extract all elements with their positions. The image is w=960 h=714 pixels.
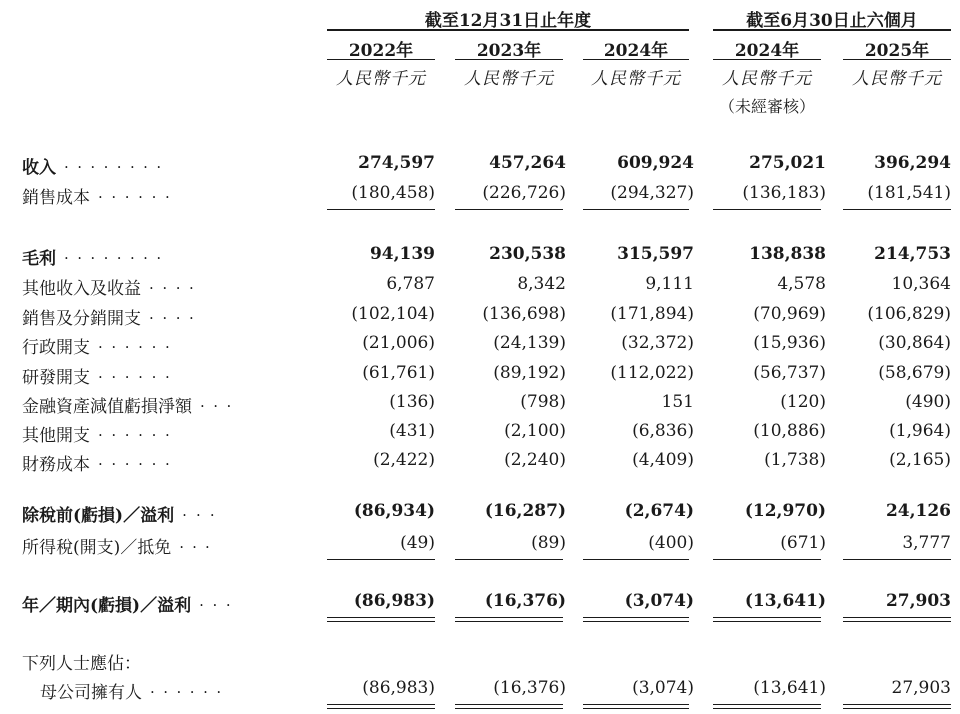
row-label: 除稅前(虧損)／溢利 <box>22 506 175 526</box>
total-underline <box>583 621 689 622</box>
row-value: (32,372) <box>621 333 694 353</box>
total-underline <box>327 617 435 618</box>
total-underline <box>713 617 821 618</box>
row-value: (10,886) <box>753 421 826 441</box>
row-value: 9,111 <box>645 274 694 294</box>
row-label: 下列人士應佔： <box>22 654 141 674</box>
row-label: 收入 <box>22 158 56 178</box>
unit-header-2: 人民幣千元 <box>464 69 554 89</box>
row-label: 母公司擁有人 <box>40 683 142 703</box>
total-underline <box>843 704 951 705</box>
row-value: 27,903 <box>885 591 951 611</box>
row-value: (226,726) <box>482 183 566 203</box>
row-value: 3,777 <box>902 533 951 553</box>
row-value: (106,829) <box>867 304 951 324</box>
row-label: 行政開支 <box>22 338 90 358</box>
total-underline <box>583 704 689 705</box>
row-value: (86,983) <box>353 591 435 611</box>
total-underline <box>455 708 563 709</box>
total-underline <box>583 708 689 709</box>
row-leader-dots: ... <box>182 502 224 520</box>
row-leader-dots: .... <box>149 275 203 293</box>
row-leader-dots: ........ <box>64 154 170 172</box>
row-value: (798) <box>520 392 566 412</box>
row-value: 230,538 <box>489 244 566 264</box>
row-value: (61,761) <box>362 363 435 383</box>
total-underline <box>713 708 821 709</box>
row-value: (15,936) <box>753 333 826 353</box>
row-value: (294,327) <box>610 183 694 203</box>
row-value: (2,422) <box>373 450 435 470</box>
row-label: 其他開支 <box>22 426 90 446</box>
row-value: (180,458) <box>351 183 435 203</box>
row-label: 其他收入及收益 <box>22 279 141 299</box>
row-value: (86,983) <box>362 678 435 698</box>
row-value: (6,836) <box>632 421 694 441</box>
row-value: (30,864) <box>878 333 951 353</box>
total-underline <box>843 617 951 618</box>
header-group-rule-1 <box>327 29 689 31</box>
row-leader-dots: ...... <box>98 184 179 202</box>
row-value: 609,924 <box>617 153 694 173</box>
year-header-2022: 2022年 <box>348 41 414 61</box>
row-value: (181,541) <box>867 183 951 203</box>
total-underline <box>843 621 951 622</box>
row-leader-dots: ...... <box>98 364 179 382</box>
row-value: (2,165) <box>889 450 951 470</box>
total-underline <box>455 704 563 705</box>
row-value: (2,240) <box>504 450 566 470</box>
total-underline <box>455 559 563 560</box>
row-value: (89) <box>531 533 566 553</box>
row-value: 151 <box>661 392 694 412</box>
row-leader-dots: ... <box>200 393 240 411</box>
total-underline <box>713 209 821 210</box>
row-value: (16,376) <box>484 591 566 611</box>
row-value: 315,597 <box>617 244 694 264</box>
row-value: (4,409) <box>632 450 694 470</box>
total-underline <box>327 621 435 622</box>
row-leader-dots: ...... <box>150 679 230 697</box>
total-underline <box>583 209 689 210</box>
row-value: (2,674) <box>624 501 694 521</box>
row-value: 8,342 <box>517 274 566 294</box>
year-rule-3 <box>583 59 689 60</box>
total-underline <box>713 621 821 622</box>
total-underline <box>327 209 435 210</box>
row-value: (21,006) <box>362 333 435 353</box>
header-group-rule-2 <box>713 29 951 31</box>
year-rule-1 <box>327 59 435 60</box>
row-leader-dots: .... <box>149 305 203 323</box>
row-value: 275,021 <box>749 153 826 173</box>
row-value: 214,753 <box>874 244 951 264</box>
row-value: (2,100) <box>504 421 566 441</box>
total-underline <box>455 617 563 618</box>
total-underline <box>583 559 689 560</box>
row-value: (3,074) <box>632 678 694 698</box>
row-label: 所得稅(開支)／抵免 <box>22 538 172 558</box>
row-leader-dots: ...... <box>98 334 179 352</box>
row-value: (13,641) <box>744 591 826 611</box>
row-value: (24,139) <box>493 333 566 353</box>
total-underline <box>713 704 821 705</box>
header-group-six-months: 截至6月30日止六個月 <box>746 11 918 31</box>
total-underline <box>327 708 435 709</box>
row-value: (490) <box>905 392 951 412</box>
row-value: (49) <box>400 533 435 553</box>
year-rule-5 <box>843 59 951 60</box>
row-label: 財務成本 <box>22 455 90 475</box>
year-header-2023: 2023年 <box>476 41 542 61</box>
row-leader-dots: ........ <box>64 245 170 263</box>
total-underline <box>843 559 951 560</box>
row-value: (400) <box>648 533 694 553</box>
row-value: (136,698) <box>482 304 566 324</box>
row-value: 396,294 <box>874 153 951 173</box>
total-underline <box>455 209 563 210</box>
row-value: (70,969) <box>753 304 826 324</box>
total-underline <box>327 559 435 560</box>
year-header-2024: 2024年 <box>603 41 669 61</box>
total-underline <box>583 617 689 618</box>
row-value: 457,264 <box>489 153 566 173</box>
total-underline <box>843 708 951 709</box>
row-value: (671) <box>780 533 826 553</box>
row-value: (1,738) <box>764 450 826 470</box>
row-leader-dots: ... <box>179 534 218 552</box>
year-rule-4 <box>713 59 821 60</box>
unaudited-note: （未經審核） <box>718 97 815 116</box>
row-value: 10,364 <box>891 274 951 294</box>
year-header-2025-h1: 2025年 <box>864 41 930 61</box>
row-value: 274,597 <box>358 153 435 173</box>
row-value: (86,934) <box>353 501 435 521</box>
total-underline <box>455 621 563 622</box>
unit-header-3: 人民幣千元 <box>591 69 681 89</box>
row-value: (120) <box>780 392 826 412</box>
row-value: (112,022) <box>610 363 694 383</box>
row-value: 138,838 <box>749 244 826 264</box>
unit-header-1: 人民幣千元 <box>336 69 426 89</box>
row-value: 27,903 <box>891 678 951 698</box>
row-label: 研發開支 <box>22 368 90 388</box>
row-value: (3,074) <box>624 591 694 611</box>
year-header-2024-h1: 2024年 <box>734 41 800 61</box>
row-value: (58,679) <box>878 363 951 383</box>
row-value: (16,376) <box>493 678 566 698</box>
row-leader-dots: ...... <box>98 422 179 440</box>
total-underline <box>713 559 821 560</box>
row-value: 6,787 <box>386 274 435 294</box>
row-value: 24,126 <box>885 501 951 521</box>
row-value: 4,578 <box>777 274 826 294</box>
row-label: 年／期內(虧損)／溢利 <box>22 596 192 616</box>
header-group-year-ended: 截至12月31日止年度 <box>424 11 592 31</box>
total-underline <box>843 209 951 210</box>
row-value: (136) <box>389 392 435 412</box>
row-value: (56,737) <box>753 363 826 383</box>
row-value: (431) <box>389 421 435 441</box>
row-value: 94,139 <box>369 244 435 264</box>
row-label: 金融資產減值虧損淨額 <box>22 397 192 417</box>
row-leader-dots: ...... <box>98 451 179 469</box>
row-value: (136,183) <box>742 183 826 203</box>
row-label: 銷售及分銷開支 <box>22 309 141 329</box>
row-value: (102,104) <box>351 304 435 324</box>
row-value: (171,894) <box>610 304 694 324</box>
row-value: (13,641) <box>753 678 826 698</box>
row-value: (16,287) <box>484 501 566 521</box>
row-leader-dots: ... <box>199 592 240 610</box>
total-underline <box>327 704 435 705</box>
row-value: (12,970) <box>744 501 826 521</box>
unit-header-4: 人民幣千元 <box>722 69 812 89</box>
row-value: (1,964) <box>889 421 951 441</box>
year-rule-2 <box>455 59 563 60</box>
row-value: (89,192) <box>493 363 566 383</box>
row-label: 毛利 <box>22 249 56 269</box>
row-label: 銷售成本 <box>22 188 90 208</box>
unit-header-5: 人民幣千元 <box>852 69 942 89</box>
